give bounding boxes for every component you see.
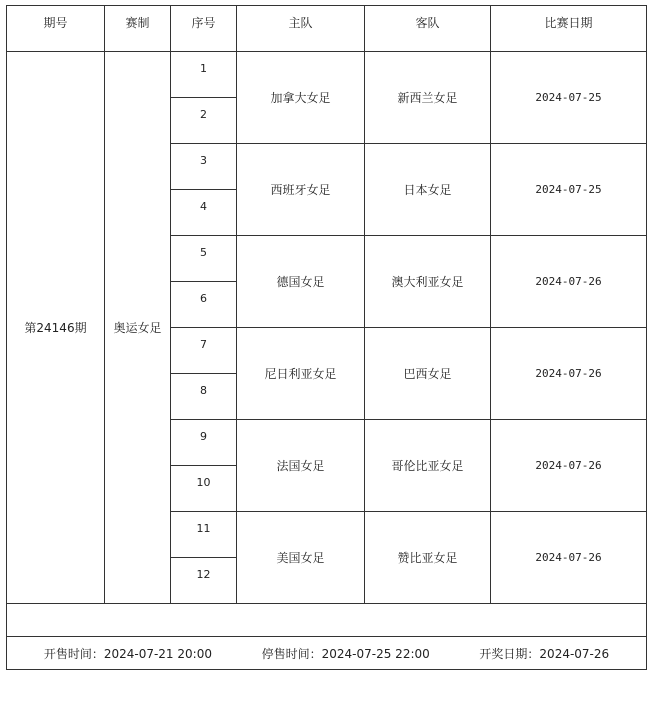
draw-date: 开奖日期：2024-07-26 bbox=[479, 646, 610, 661]
footer-cell bbox=[7, 637, 647, 670]
header-row bbox=[7, 6, 647, 52]
header-issue: 期号 bbox=[7, 6, 105, 52]
header-competition: 赛制 bbox=[105, 6, 171, 52]
header-date: 比赛日期 bbox=[491, 6, 647, 52]
seq-cell: 1 bbox=[171, 52, 237, 98]
away-team-cell: 澳大利亚女足 bbox=[365, 236, 491, 328]
blank-row bbox=[7, 604, 647, 637]
away-team-cell: 巴西女足 bbox=[365, 328, 491, 420]
competition-cell: 奥运女足 bbox=[105, 52, 171, 604]
seq-cell: 12 bbox=[171, 558, 237, 604]
home-team-cell: 西班牙女足 bbox=[237, 144, 365, 236]
match-date-cell: 2024-07-26 bbox=[491, 512, 647, 604]
table-row bbox=[7, 52, 647, 98]
seq-cell: 4 bbox=[171, 190, 237, 236]
match-date-cell: 2024-07-26 bbox=[491, 328, 647, 420]
seq-cell: 7 bbox=[171, 328, 237, 374]
header-away: 客队 bbox=[365, 6, 491, 52]
sale-stop-time: 停售时间：2024-07-25 22:00 bbox=[261, 646, 430, 661]
away-team-cell: 新西兰女足 bbox=[365, 52, 491, 144]
home-team-cell: 加拿大女足 bbox=[237, 52, 365, 144]
header-seq: 序号 bbox=[171, 6, 237, 52]
header-home: 主队 bbox=[237, 6, 365, 52]
seq-cell: 3 bbox=[171, 144, 237, 190]
match-date-cell: 2024-07-26 bbox=[491, 420, 647, 512]
seq-cell: 8 bbox=[171, 374, 237, 420]
home-team-cell: 美国女足 bbox=[237, 512, 365, 604]
away-team-cell: 哥伦比亚女足 bbox=[365, 420, 491, 512]
seq-cell: 6 bbox=[171, 282, 237, 328]
match-schedule-table bbox=[6, 5, 647, 670]
blank-cell bbox=[7, 604, 647, 637]
match-date-cell: 2024-07-25 bbox=[491, 52, 647, 144]
match-date-cell: 2024-07-26 bbox=[491, 236, 647, 328]
sale-start-time: 开售时间：2024-07-21 20:00 bbox=[43, 646, 212, 661]
home-team-cell: 尼日利亚女足 bbox=[237, 328, 365, 420]
match-date-cell: 2024-07-25 bbox=[491, 144, 647, 236]
seq-cell: 10 bbox=[171, 466, 237, 512]
seq-cell: 11 bbox=[171, 512, 237, 558]
away-team-cell: 赞比亚女足 bbox=[365, 512, 491, 604]
seq-cell: 5 bbox=[171, 236, 237, 282]
home-team-cell: 法国女足 bbox=[237, 420, 365, 512]
home-team-cell: 德国女足 bbox=[237, 236, 365, 328]
issue-cell: 第24146期 bbox=[7, 52, 105, 604]
away-team-cell: 日本女足 bbox=[365, 144, 491, 236]
footer-row bbox=[7, 637, 647, 670]
seq-cell: 2 bbox=[171, 98, 237, 144]
seq-cell: 9 bbox=[171, 420, 237, 466]
